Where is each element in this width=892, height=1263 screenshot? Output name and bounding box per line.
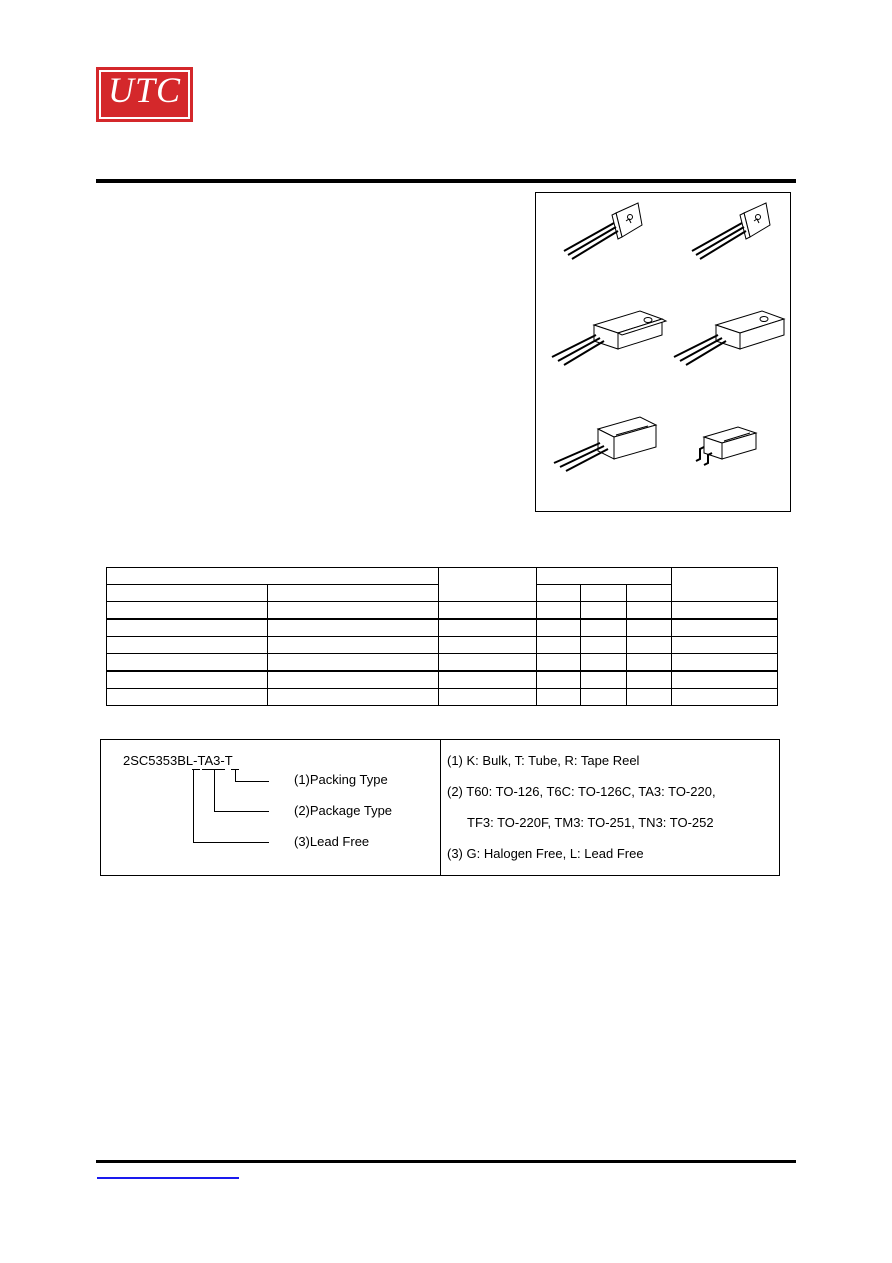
- utc-logo: [96, 67, 193, 122]
- table-row: [107, 671, 778, 689]
- header-rule: [96, 179, 796, 183]
- part-number-packing: T: [224, 753, 233, 768]
- note-lead: (3) G: Halogen Free, L: Lead Free: [447, 846, 644, 861]
- part-number: [123, 753, 233, 768]
- table-row: [107, 637, 778, 654]
- package-illustrations: [535, 192, 791, 512]
- note-package-2: TF3: TO-220F, TM3: TO-251, TN3: TO-252: [467, 815, 714, 830]
- table-row: [107, 619, 778, 637]
- label-lead-free: (3)Lead Free: [294, 834, 370, 849]
- part-number-decoder: [100, 739, 780, 876]
- ordering-info-table: [106, 567, 778, 706]
- table-header-cell: [537, 568, 672, 585]
- to-251-package-icon: [550, 413, 662, 475]
- table-subheader-cell: [537, 585, 581, 602]
- leader-line-package: [214, 769, 215, 811]
- footer-link-underline[interactable]: [97, 1177, 239, 1179]
- label-packing-type: (1)Packing Type: [294, 772, 388, 787]
- table-row: [107, 689, 778, 706]
- table-header-cell: [107, 568, 439, 585]
- part-number-base: 2SC5353BL: [123, 753, 194, 768]
- part-number-sep: -: [193, 753, 198, 768]
- table-header-cell: [672, 568, 778, 602]
- logo-text: UTC: [107, 70, 182, 110]
- to-126c-package-icon: [688, 199, 778, 261]
- table-row: [107, 654, 778, 672]
- to-220f-package-icon: [670, 305, 792, 367]
- table-subheader-cell: [268, 585, 439, 602]
- table-subheader-cell: [107, 585, 268, 602]
- leader-line-lead: [193, 769, 194, 842]
- note-package-1: (2) T60: TO-126, T6C: TO-126C, TA3: TO-220,: [447, 784, 716, 799]
- to-252-package-icon: [688, 421, 772, 473]
- label-package-type: (2)Package Type: [294, 803, 393, 818]
- part-number-sep: -: [220, 753, 225, 768]
- leader-line-packing: [235, 769, 236, 781]
- table-row: [107, 602, 778, 620]
- decoder-divider: [440, 740, 441, 875]
- table-subheader-cell: [581, 585, 627, 602]
- table-subheader-cell: [627, 585, 672, 602]
- part-number-package: TA3: [197, 753, 221, 768]
- note-packing: (1) K: Bulk, T: Tube, R: Tape Reel: [447, 753, 640, 768]
- to-126-package-icon: [560, 199, 650, 261]
- to-220-package-icon: [548, 305, 670, 367]
- footer-rule: [96, 1160, 796, 1163]
- table-header-cell: [439, 568, 537, 602]
